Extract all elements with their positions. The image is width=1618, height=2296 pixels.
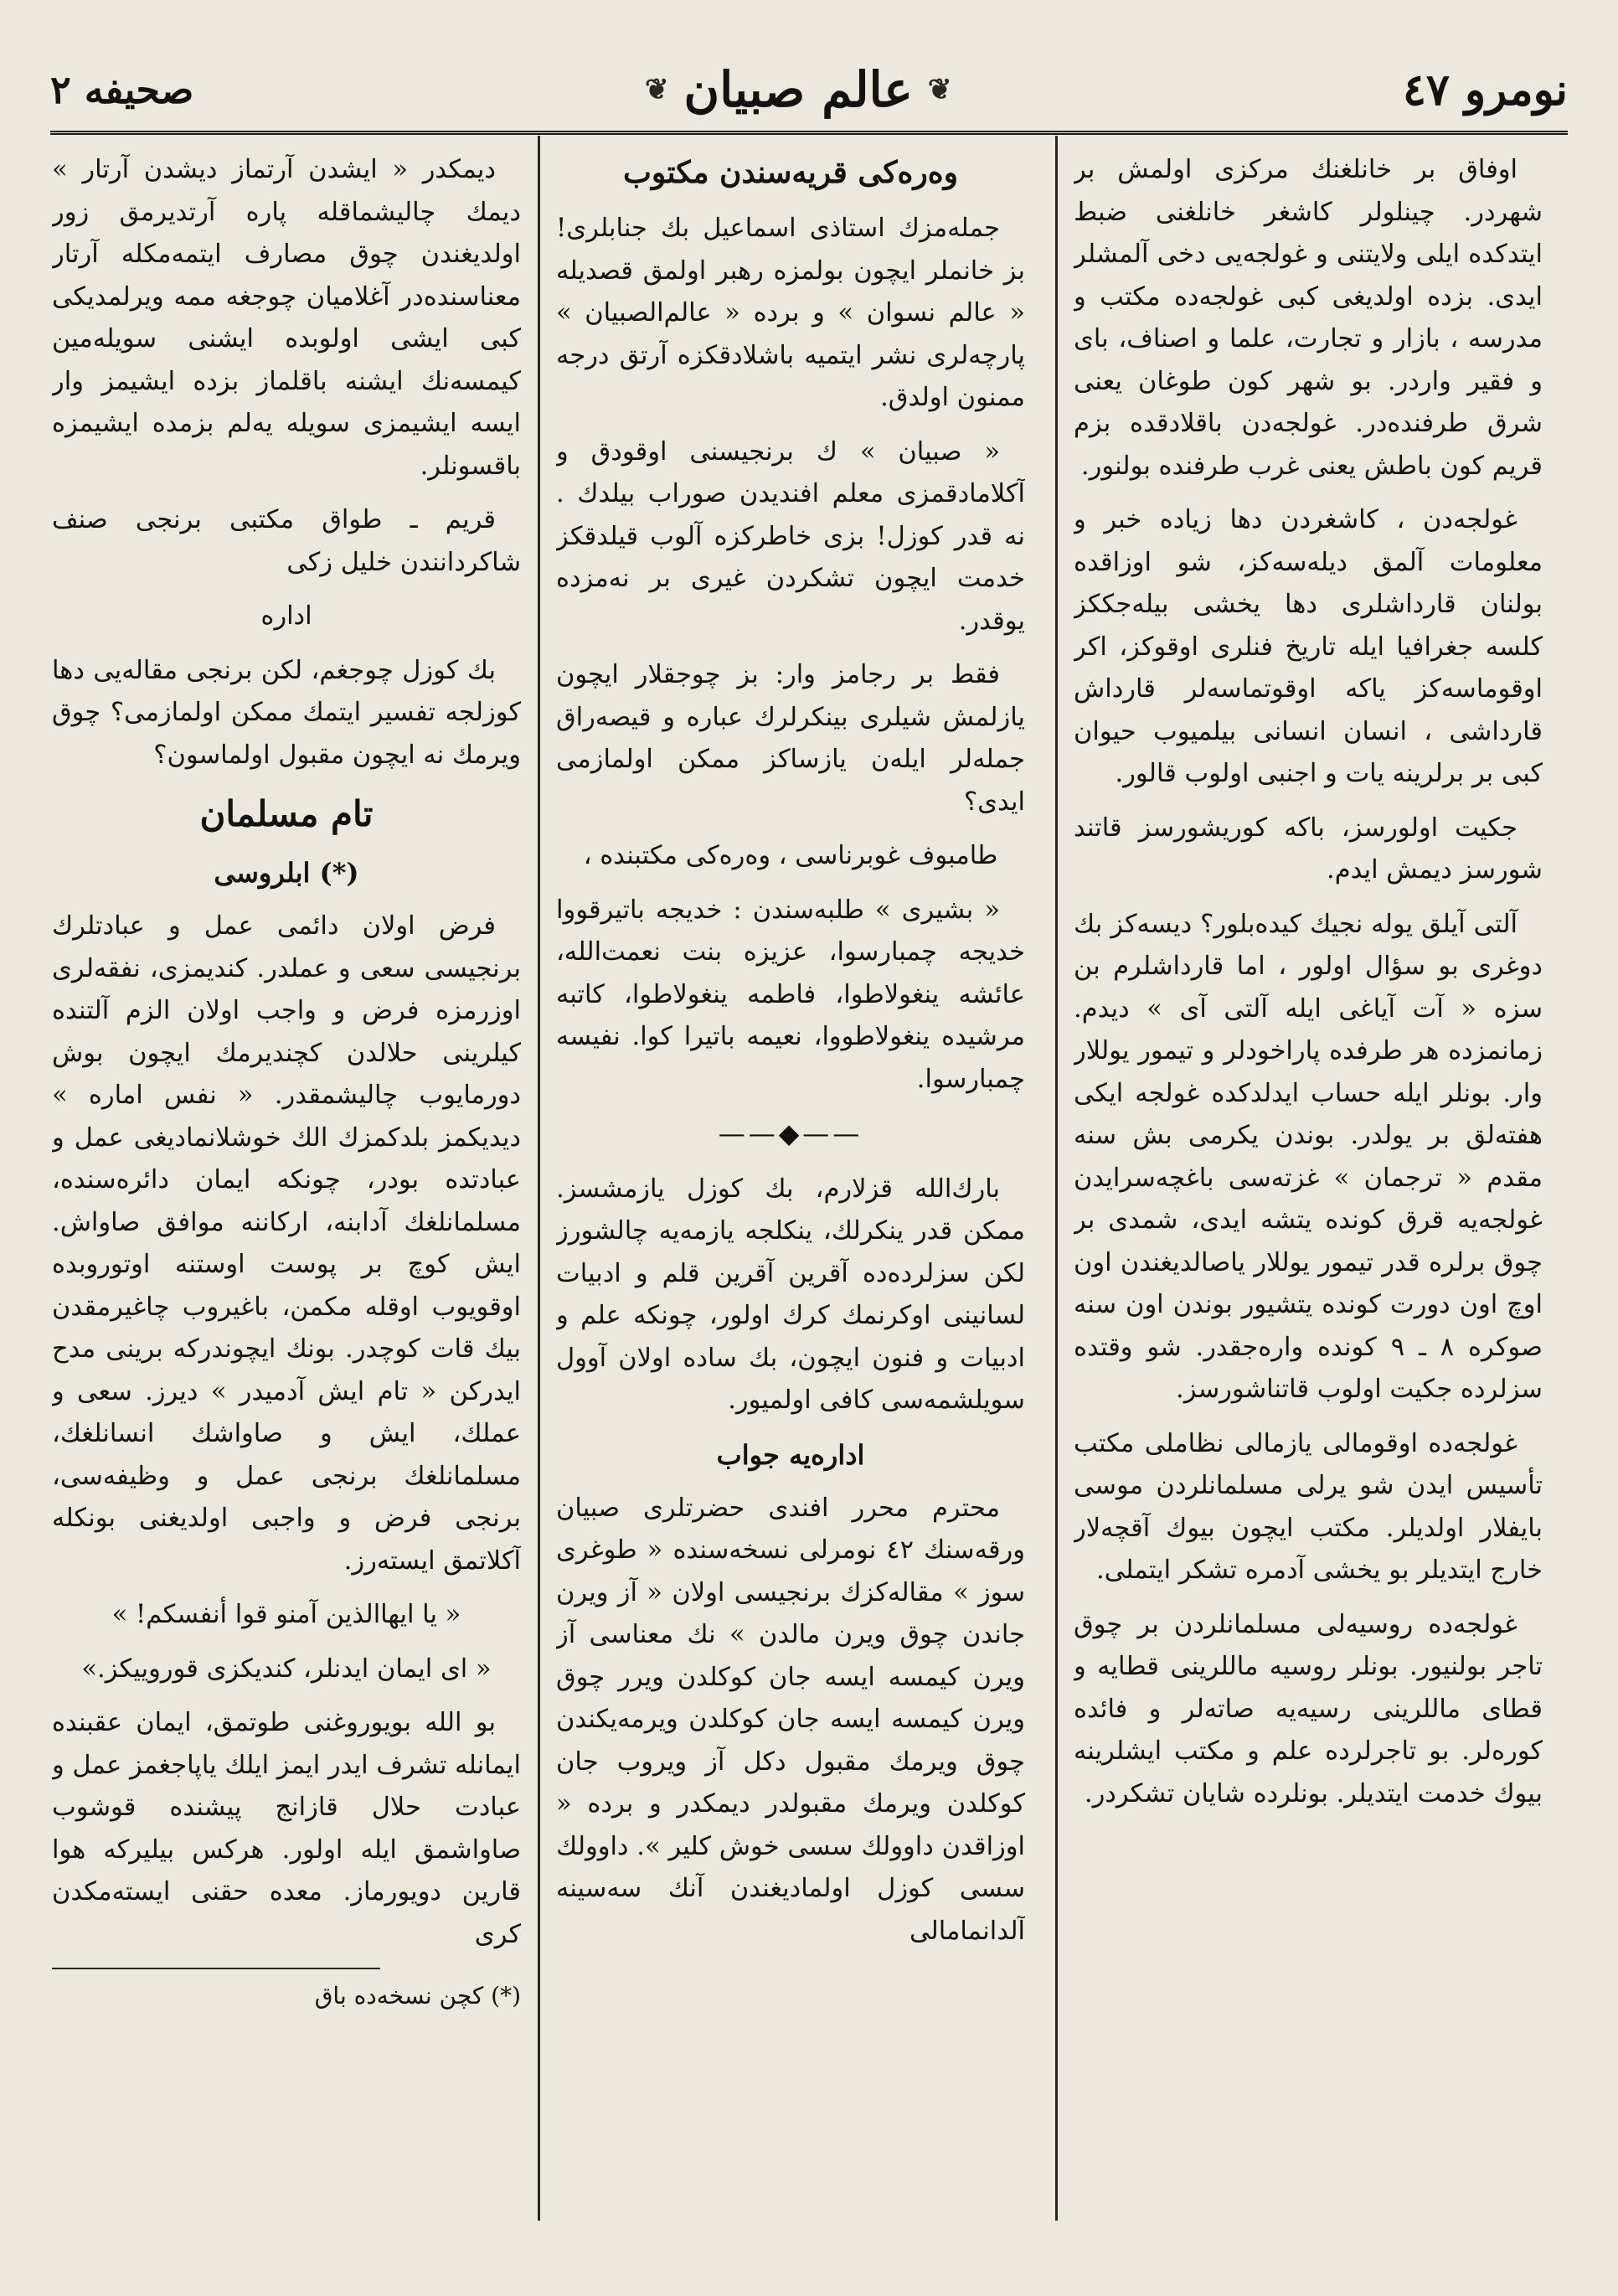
letter-paragraph: جمله‌مزك استاذی اسماعیل بك جنابلری! بز خانملر ایچون بولمزه رهبر اولمق قصدیله « عالم نسوان » و برده « عالم‌الصبیان » پارچه‌لری نشر ایتمیه باشلادقكزه آرتق درجه ممنون اولدق. [556, 214, 1025, 412]
masthead [50, 55, 1568, 124]
article-paragraph: غولجه‌دن ، كاشغردن دها زیاده خبر و معلومات آلمق دیله‌سه‌كز، شو اوزاقده بولنان قارداشلری دها یخشی بیله‌جككز كلسه جغرافیا ایله تاریخ فنلری اوقوكز، اكر اوقوماسه‌كز یاكه اوقوتماسه‌لر قارداش قارداشی ، انسان انسانی بیلمیوب حیوان كبی بر برلرینه یات و اجنبی اولوب قالور. [1074, 505, 1543, 788]
column-rule [538, 136, 540, 2221]
letter-location: طامبوف غوبرناسی ، وه‌ره‌كی مكتبنده ، [583, 841, 998, 870]
verse-translation: « ای ایمان ایدنلر، كندیكزی قوروییكز.» [81, 1654, 492, 1684]
article-paragraph: غولجه‌ده روسیه‌لی مسلمانلردن بر چوق تاجر بولنیور. بونلر روسیه ماللرینی قطایه و قطای ماللرینی رسیه‌یه صاته‌لر و فائده كورەلر. بو تاجرلرده علم و مكتب ایشلرینه بیوك خدمت ایتدیلر. بونلرده شایان تشكردر. [1074, 1609, 1543, 1808]
column-rule [1055, 136, 1058, 2221]
article-paragraph: بو الله بویوروغنی طوتمق، ایمان عقبنده ایمانله تشرف ایدر ایمز ایلك یاپاجغمز عمل و عبادت حلال قازانج پیشنده قوشوب صاواشمق ایله اولور. هركس بیلیركه هوا قارین دویورماز. معده حقنی ایسته‌مكدن كری [52, 1708, 521, 1949]
reply-paragraph: محترم محرر افندی حضرتلری صبیان ورقه‌سنك ٤٢ نومرلی نسخه‌سنده « طوغری سوز » مقاله‌كزك برنجیسی اولان « آز ویرن جاندن چوق ویرن مالدن » نك معناسی آز ویرن كیمسه ایسه جان كوكلدن ویرر چوق ویرن كیمسه ایسه جان كوكلدن ویرمه‌یكندن چوق ویرمك مقبول دكل آز ویروب جان كوكلدن ویرمك مقبولدر دیمكدر و برده « اوزاقدن داوولك سسی خوش كلیر ». داوولك سسی كوزل اولمادیغندن آنك سه‌سینه آلدانمامالی [556, 1493, 1025, 1946]
article-paragraph: جكیت اولورسز، باكه كوریشورسز قاتند شورسز دیمش ایدم. [1074, 813, 1543, 885]
verse-quote: « یا ایهاالذین آمنو قوا أنفسكم! » [111, 1600, 461, 1629]
newspaper-title-text: عالم صبيان [683, 61, 913, 118]
section-divider: ——◆—— [718, 1117, 863, 1149]
article-subtitle: (*) ابلروسی [214, 857, 359, 889]
letter-signatories: « بشیری » طلبه‌سندن : خدیجه باتیرقووا خدیجه چمبارسوا، عزیزه بنت نعمت‌الله، عائشه ینغولاطوا، فاطمه ینغولاطوا، كاتبه مرشیده ینغولاطووا، نعیمه باتیرا كوا. نفیسه چمبارسوا. [556, 895, 1025, 1094]
article-paragraph: فرض اولان دائمی عمل و عبادتلرك برنجیسی سعی و عملدر. كندیمزی، نفقه‌لری اوزرمزه فرض و واجب اولان الزم آلتنده كیلرینی حلالدن كچندیرمك ایچون بوش دورمایوب چالیشمقدر. « نفس اماره » دیدیكمز بلدكمزك الك خوشلانمادیغی عمل و عبادتده بودر، چونكه ایمان دائره‌سنده، مسلمانلغك آدابنه، اركاننه موافق صاواش. ایش كوچ بر پوست اوستنه اوتوروبده اوقویوب اوقله مكمن، باغیروب چاغیرمقدن بیك قات كوچدر. بونك ایچوندركه برینی مدح ایدركن « تام ایش آدمیدر » دیرز. سعی و عملك، ایش و صاواشك انسانلغك، مسلمانلغك برنجی عمل و وظیفه‌سی، برنجی فرض و واجبی اولدیغنی بونكله آكلاتمق ایسته‌رز. [52, 911, 521, 1576]
left-column [52, 149, 521, 2277]
article-title: تام مسلمان [199, 793, 374, 834]
newspaper-title [645, 61, 951, 118]
footnote: (*) كچن نسخه‌ده باق [314, 1982, 521, 2010]
ornament-icon: ❦ [927, 73, 952, 106]
article-paragraph: اوفاق بر خانلغنك مركزی اولمش بر شهردر. چینلولر كاشغر خانلغنی ضبط ایتدكده ایلی ولایتنی و غولجه‌یی دخی آلمشلر ایدی. بزده اولدیغی كبی غولجه‌ده مكتب و مدرسه ، بازار و تجارت، علما و اصناف، بای و فقیر واردر. بو شهر كون طوغان یعنی شرق طرفنده‌در. غولجه‌دن باقلادقده بزم قریم كون باطش یعنی غرب طرفنده بولنور. [1074, 155, 1543, 481]
masthead-rule [50, 131, 1568, 135]
middle-column [556, 149, 1025, 2277]
right-column [1074, 149, 1543, 2277]
issue-number: نومرو ٤٧ [1403, 64, 1568, 116]
administration-label: اداره [260, 601, 312, 631]
page-number: صحیفه ٢ [50, 67, 194, 112]
letter-heading: وه‌ره‌كی قریه‌سندن مكتوب [623, 155, 958, 190]
article-paragraph: غولجه‌ده اوقومالی یازمالی نظاملی مكتب تأسیس ایدن شو یرلی مسلمانلردن موسی بایفلار اولدیلر. مكتب ایچون بیوك آقچه‌لار خارج ایتدیلر بو یخشی آدمره تشكر ایتملی. [1074, 1428, 1543, 1585]
letter-paragraph: فقط بر رجامز وار: بز چوجقلار ایچون یازلمش شیلری بینكرلرك عباره و قیصه‌راق جمله‌لر ایله‌ن یازساكز ممكن اولمازمی ایدی؟ [556, 660, 1025, 817]
editor-reply: بارك‌الله قزلارم، بك كوزل یازمشسز. ممكن قدر ینكرلك، ینكلجه یازمه‌یه چالشورز لكن سزلرده‌ده آقرین آقرین قلم و ادبیات لسانینی اوكرنمك كرك اولور، چونكه علم و ادبیات و فنون ایچون، بك ساده اولان آوول سویلشمه‌سی كافی اولمیور. [556, 1174, 1025, 1415]
author-signature: قریم ـ طواق مكتبی برنجی صنف شاكردانندن خلیل زكی [52, 505, 521, 577]
footnote-rule [52, 1968, 380, 1969]
letter-paragraph: « صبیان » ك برنجیسنی اوقودق و آكلا‌مادقمزی معلم افندیدن صوراب بیلدك . نه قدر كوزل! بزی خاطركزه آلوب قیلدقكز خدمت ایچون تشكردن غیری بر نه‌مزده یوقدر. [556, 436, 1025, 636]
administration-reply: بك كوزل چوجغم، لكن برنجی مقاله‌یی دها كوزلجه تفسیر ایتمك ممكن اولمازمی؟ چوق ویرمك نه ایچون مقبول اولماسون؟ [52, 655, 521, 770]
article-paragraph: دیمكدر « ایشدن آرتماز دیشدن آرتار » دیمك چالیشماقله پاره آرتدیرمق زور اولدیغندن چوق مصارف ایتمه‌مكله آرتار معناسنده‌در آغلامیان چوجغه ممه ویرلمدیكی كبی ایشی اولوبده ایشنی سویله‌مین كیمسه‌نك ایشنه باقلماز بزده ایشیمز وار ایسه ایشیمزی سویله یه‌لم بزمده ایشیمزه باقسونلر. [52, 155, 521, 481]
reply-heading: اداره‌یه جواب [716, 1438, 865, 1471]
ornament-icon: ❦ [645, 73, 669, 106]
article-paragraph: آلتی آیلق یوله نجیك كیده‌بلور؟ دیسه‌كز بك دوغری بو سؤال اولور ، اما قارداشلرم بن سزه « آت آیاغی ایله آلتی آی » دیدم. زمانمزده هر طرفده پاراخودلر و تیمور یوللار وار. بونلر ایله حساب ایدلدكده غولجه ایكی هفته‌لق بر یولدر. بوندن یكرمی بش سنه مقدم « ترجمان » غزته‌سی باغچه‌سرایدن غولجه‌یه قرق كونده یتشه ایدی، شمدی بر چوق برلره قدر تیمور یوللار یاصالدیغندن اون اوچ اون دورت كونده یتشیور بوندن اون سنه صوكره ٨ ـ ٩ كونده واره‌جقدر. شو وقتده سزلرده جكیت اولوب قاتناشورسز. [1074, 909, 1543, 1404]
